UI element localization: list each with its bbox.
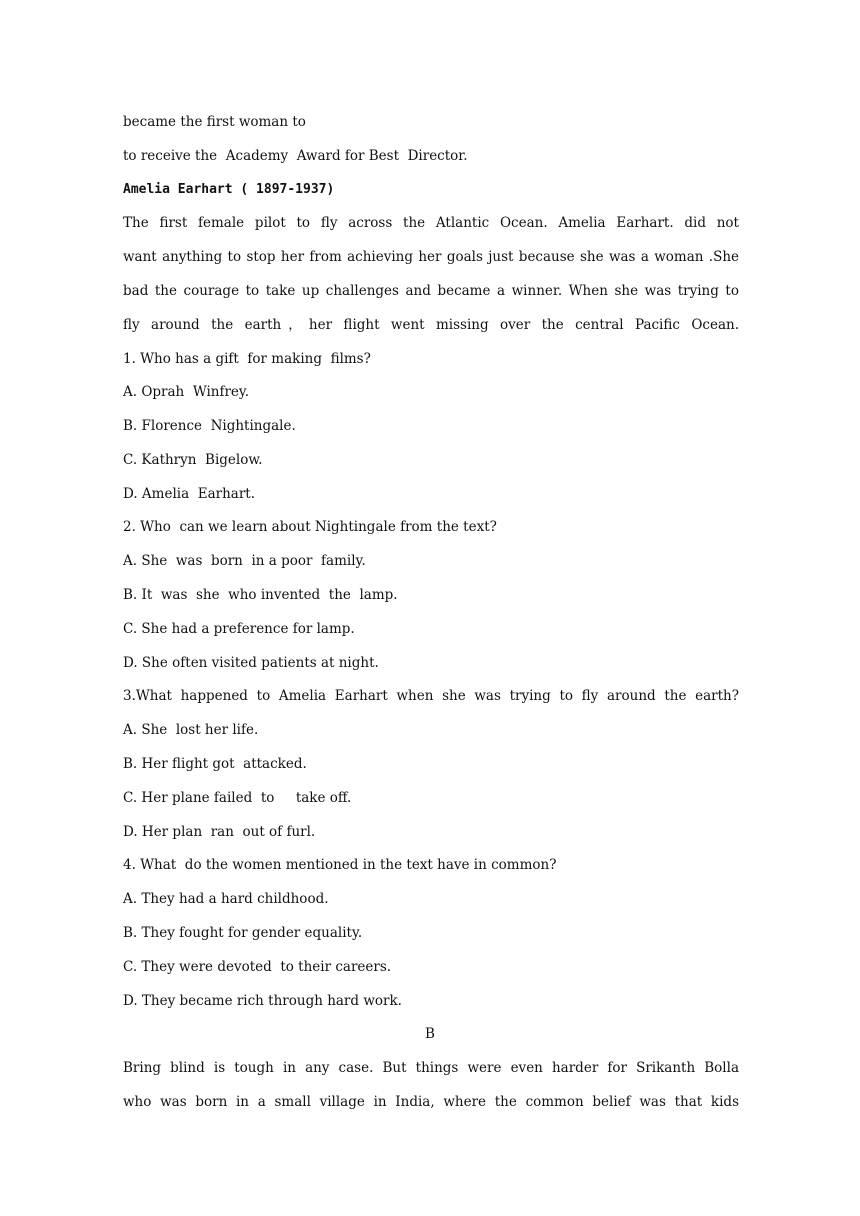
option: B. Her flight got attacked. xyxy=(123,756,307,772)
passage-line: fly around the earth，her flight went missing over the central Pacific Ocean. xyxy=(123,317,739,333)
option: C. Her plane failed to take off. xyxy=(123,790,352,806)
option: A. They had a hard childhood. xyxy=(123,891,329,907)
passage-line: to receive the Academy Award for Best Director. xyxy=(123,148,468,164)
option: B. It was she who invented the lamp. xyxy=(123,587,398,603)
option: C. She had a preference for lamp. xyxy=(123,621,355,637)
question: 1. Who has a gift for making films? xyxy=(123,351,371,367)
passage-line: The first female pilot to fly across the Atlantic Ocean. Amelia Earhart. did not xyxy=(123,215,739,231)
passage-line: became the first woman to xyxy=(123,114,306,130)
question: 3.What happened to Amelia Earhart when she was trying to fly around the earth? xyxy=(123,688,739,704)
section-label: B xyxy=(425,1026,435,1042)
passage-line: want anything to stop her from achieving her goals just because she was a woman .She xyxy=(123,249,739,265)
section-heading: Amelia Earhart ( 1897-1937) xyxy=(123,182,335,197)
option: B. Florence Nightingale. xyxy=(123,418,296,434)
option: A. She was born in a poor family. xyxy=(123,553,366,569)
passage-line: Bring blind is tough in any case. But things were even harder for Srikanth Bolla xyxy=(123,1060,739,1076)
option: D. Her plan ran out of furl. xyxy=(123,824,316,840)
option: A. Oprah Winfrey. xyxy=(123,384,250,400)
option: C. Kathryn Bigelow. xyxy=(123,452,263,468)
option: C. They were devoted to their careers. xyxy=(123,959,392,975)
option: D. They became rich through hard work. xyxy=(123,993,402,1009)
option: B. They fought for gender equality. xyxy=(123,925,363,941)
passage-line: bad the courage to take up challenges and became a winner. When she was trying to xyxy=(123,283,739,299)
option: A. She lost her life. xyxy=(123,722,259,738)
question: 2. Who can we learn about Nightingale from the text? xyxy=(123,519,497,535)
option: D. Amelia Earhart. xyxy=(123,486,256,502)
question: 4. What do the women mentioned in the text have in common? xyxy=(123,857,557,873)
passage-line: who was born in a small village in India, where the common belief was that kids xyxy=(123,1094,739,1110)
option: D. She often visited patients at night. xyxy=(123,655,379,671)
